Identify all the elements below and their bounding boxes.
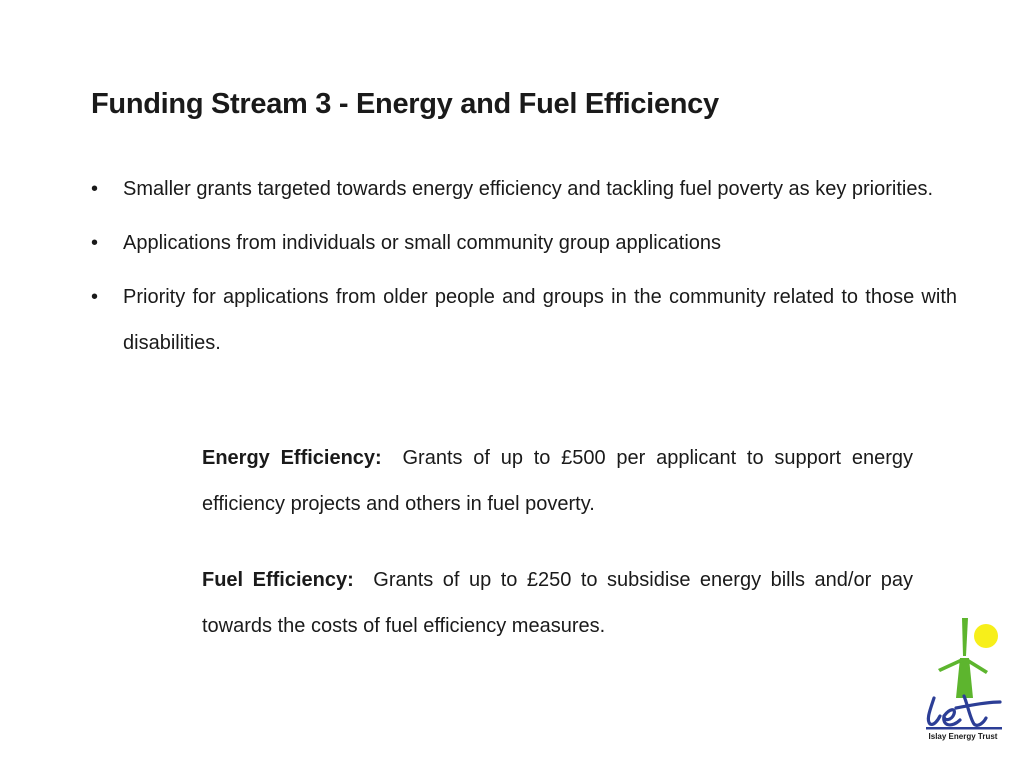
- bullet-list: [91, 166, 957, 374]
- fuel-efficiency-grant: [202, 557, 913, 649]
- bullet-text: Priority for applications from older people and groups in the community related to those with disabilities.: [123, 286, 957, 354]
- logo-caption: Islay Energy Trust: [928, 732, 998, 741]
- bullet-item: [91, 220, 957, 266]
- bullet-marker: •: [91, 286, 99, 308]
- slide-title: Funding Stream 3 - Energy and Fuel Efficiency: [91, 88, 719, 120]
- islay-energy-trust-logo: [920, 612, 1006, 744]
- bullet-marker: •: [91, 178, 99, 200]
- grant-label: Fuel Efficiency:: [202, 569, 354, 591]
- energy-efficiency-grant: [202, 435, 913, 527]
- bullet-marker: •: [91, 232, 99, 254]
- grant-description: Grants of up to £500 per applicant to support energy efficiency projects and others in fuel poverty.: [202, 447, 913, 515]
- bullet-item: [91, 274, 957, 366]
- iet-letters-icon: [928, 696, 1000, 725]
- underline-icon: [926, 727, 1002, 730]
- grant-description: Grants of up to £250 to subsidise energy bills and/or pay towards the costs of fuel efficiency measures.: [202, 569, 913, 637]
- grant-label: Energy Efficiency:: [202, 447, 382, 469]
- bullet-text: Smaller grants targeted towards energy efficiency and tackling fuel poverty as key priorities.: [123, 178, 934, 200]
- sun-icon: [974, 624, 998, 648]
- bullet-text: Applications from individuals or small community group applications: [123, 232, 722, 254]
- bullet-item: [91, 166, 957, 212]
